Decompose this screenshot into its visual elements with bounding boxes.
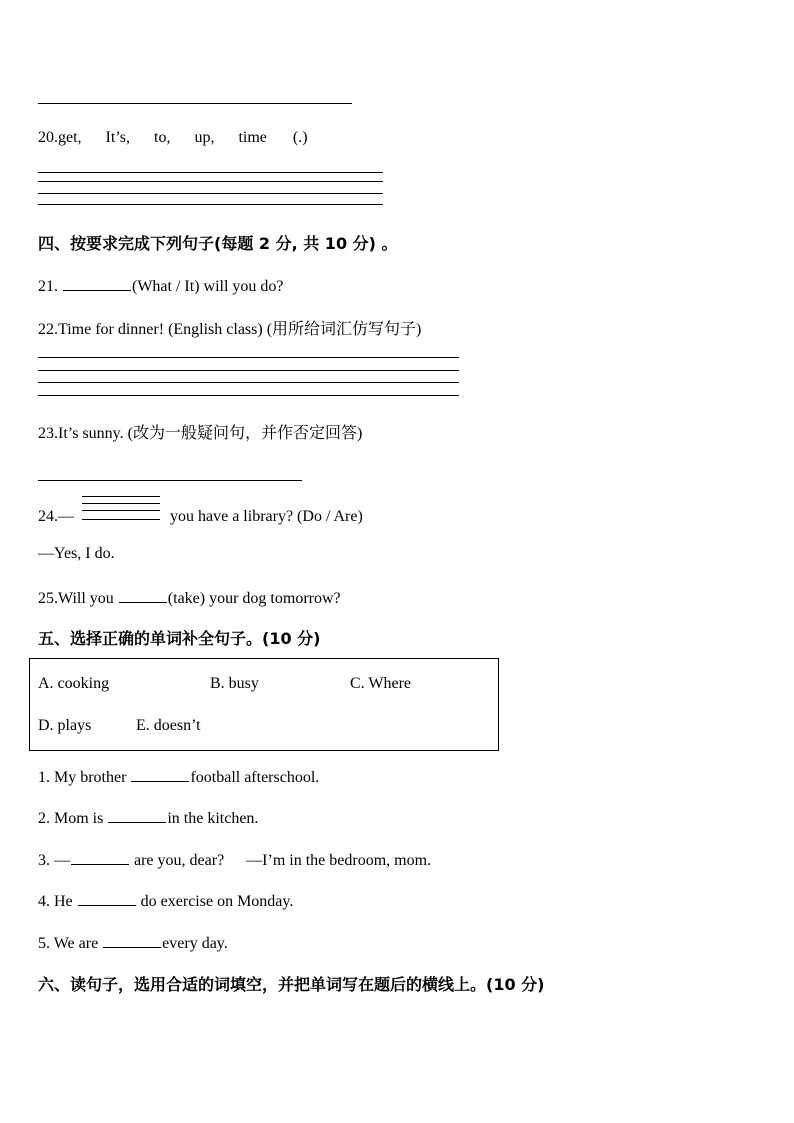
fill-item-3: [38, 848, 431, 870]
question-text: Time for dinner! (English class) (用所给词汇仿写句子): [58, 321, 422, 338]
question-text-after: (take) your dog tomorrow?: [167, 590, 341, 607]
question-21: [38, 274, 284, 296]
section-heading-6: 六、读句子，选用合适的词填空，并把单词写在题后的横线上。(10 分): [38, 975, 545, 994]
question-number: 21.: [38, 278, 58, 295]
answer-line-q22: [38, 370, 459, 371]
question-24-text: you have a library? (Do / Are): [170, 508, 363, 525]
answer-blank[interactable]: [78, 889, 136, 906]
answer-blank[interactable]: [108, 806, 166, 823]
question-24-answer: —Yes, I do.: [38, 545, 115, 562]
answer-line-q24: [82, 503, 160, 504]
answer-blank[interactable]: [63, 274, 131, 291]
item-text-before: 1. My brother: [38, 769, 127, 786]
word-option: (.): [292, 129, 308, 146]
question-number: 25.: [38, 590, 58, 607]
question-text: It’s sunny. (改为一般疑问句，并作否定回答): [58, 425, 363, 442]
answer-line-q24: [82, 519, 160, 520]
answer-line-q24: [82, 496, 160, 497]
answer-line-q19: [38, 103, 352, 104]
section-heading-4: 四、按要求完成下列句子(每题 2 分, 共 10 分) 。: [38, 234, 398, 253]
question-23: [38, 420, 362, 443]
item-text-before: 2. Mom is: [38, 810, 104, 827]
answer-line-q22: [38, 357, 459, 358]
answer-line-q22: [38, 395, 459, 396]
question-number: 23.: [38, 425, 58, 442]
answer-blank[interactable]: [119, 586, 167, 603]
question-24-number: 24.—: [38, 508, 74, 525]
question-text-before: Will you: [58, 590, 114, 607]
answer-line-q20: [38, 193, 383, 194]
fill-item-2: [38, 806, 258, 828]
word-option: time: [238, 129, 267, 146]
word-bank-option: A. cooking: [38, 675, 110, 692]
word-bank-option: C. Where: [350, 675, 412, 692]
word-bank-option: E. doesn’t: [136, 717, 201, 734]
word-option: get,: [58, 129, 82, 146]
item-text-before: 3. —: [38, 852, 70, 869]
word-option: It’s,: [105, 129, 130, 146]
answer-blank[interactable]: [103, 931, 161, 948]
answer-line-q20: [38, 204, 383, 205]
question-22: [38, 316, 421, 339]
item-text-after: do exercise on Monday.: [140, 893, 294, 910]
question-number: 22.: [38, 321, 58, 338]
answer-line-q22: [38, 382, 459, 383]
question-25: [38, 586, 341, 608]
word-bank-option: D. plays: [38, 717, 92, 734]
word-bank-box: [29, 658, 499, 751]
fill-item-5: [38, 931, 228, 953]
word-option: up,: [194, 129, 215, 146]
item-text-after: are you, dear?: [134, 852, 225, 869]
section-heading-5: 五、选择正确的单词补全句子。(10 分): [38, 629, 321, 648]
answer-line-q20: [38, 172, 383, 173]
question-text: (What / It) will you do?: [132, 278, 284, 295]
item-text-after: every day.: [162, 935, 228, 952]
answer-line-q20: [38, 181, 383, 182]
word-bank-option: B. busy: [210, 675, 259, 692]
word-option: to,: [154, 129, 171, 146]
item-text-before: 5. We are: [38, 935, 99, 952]
answer-blank[interactable]: [71, 848, 129, 865]
answer-blank[interactable]: [131, 765, 189, 782]
item-text-before: 4. He: [38, 893, 73, 910]
item-reply: —I’m in the bedroom, mom.: [246, 852, 432, 869]
item-text-after: football afterschool.: [190, 769, 320, 786]
answer-line-q24: [82, 510, 160, 511]
question-number: 20.: [38, 129, 58, 146]
fill-item-1: [38, 765, 319, 787]
fill-item-4: [38, 889, 293, 911]
question-20: [38, 129, 308, 147]
item-text-after: in the kitchen.: [167, 810, 259, 827]
answer-line-q23: [38, 480, 302, 481]
